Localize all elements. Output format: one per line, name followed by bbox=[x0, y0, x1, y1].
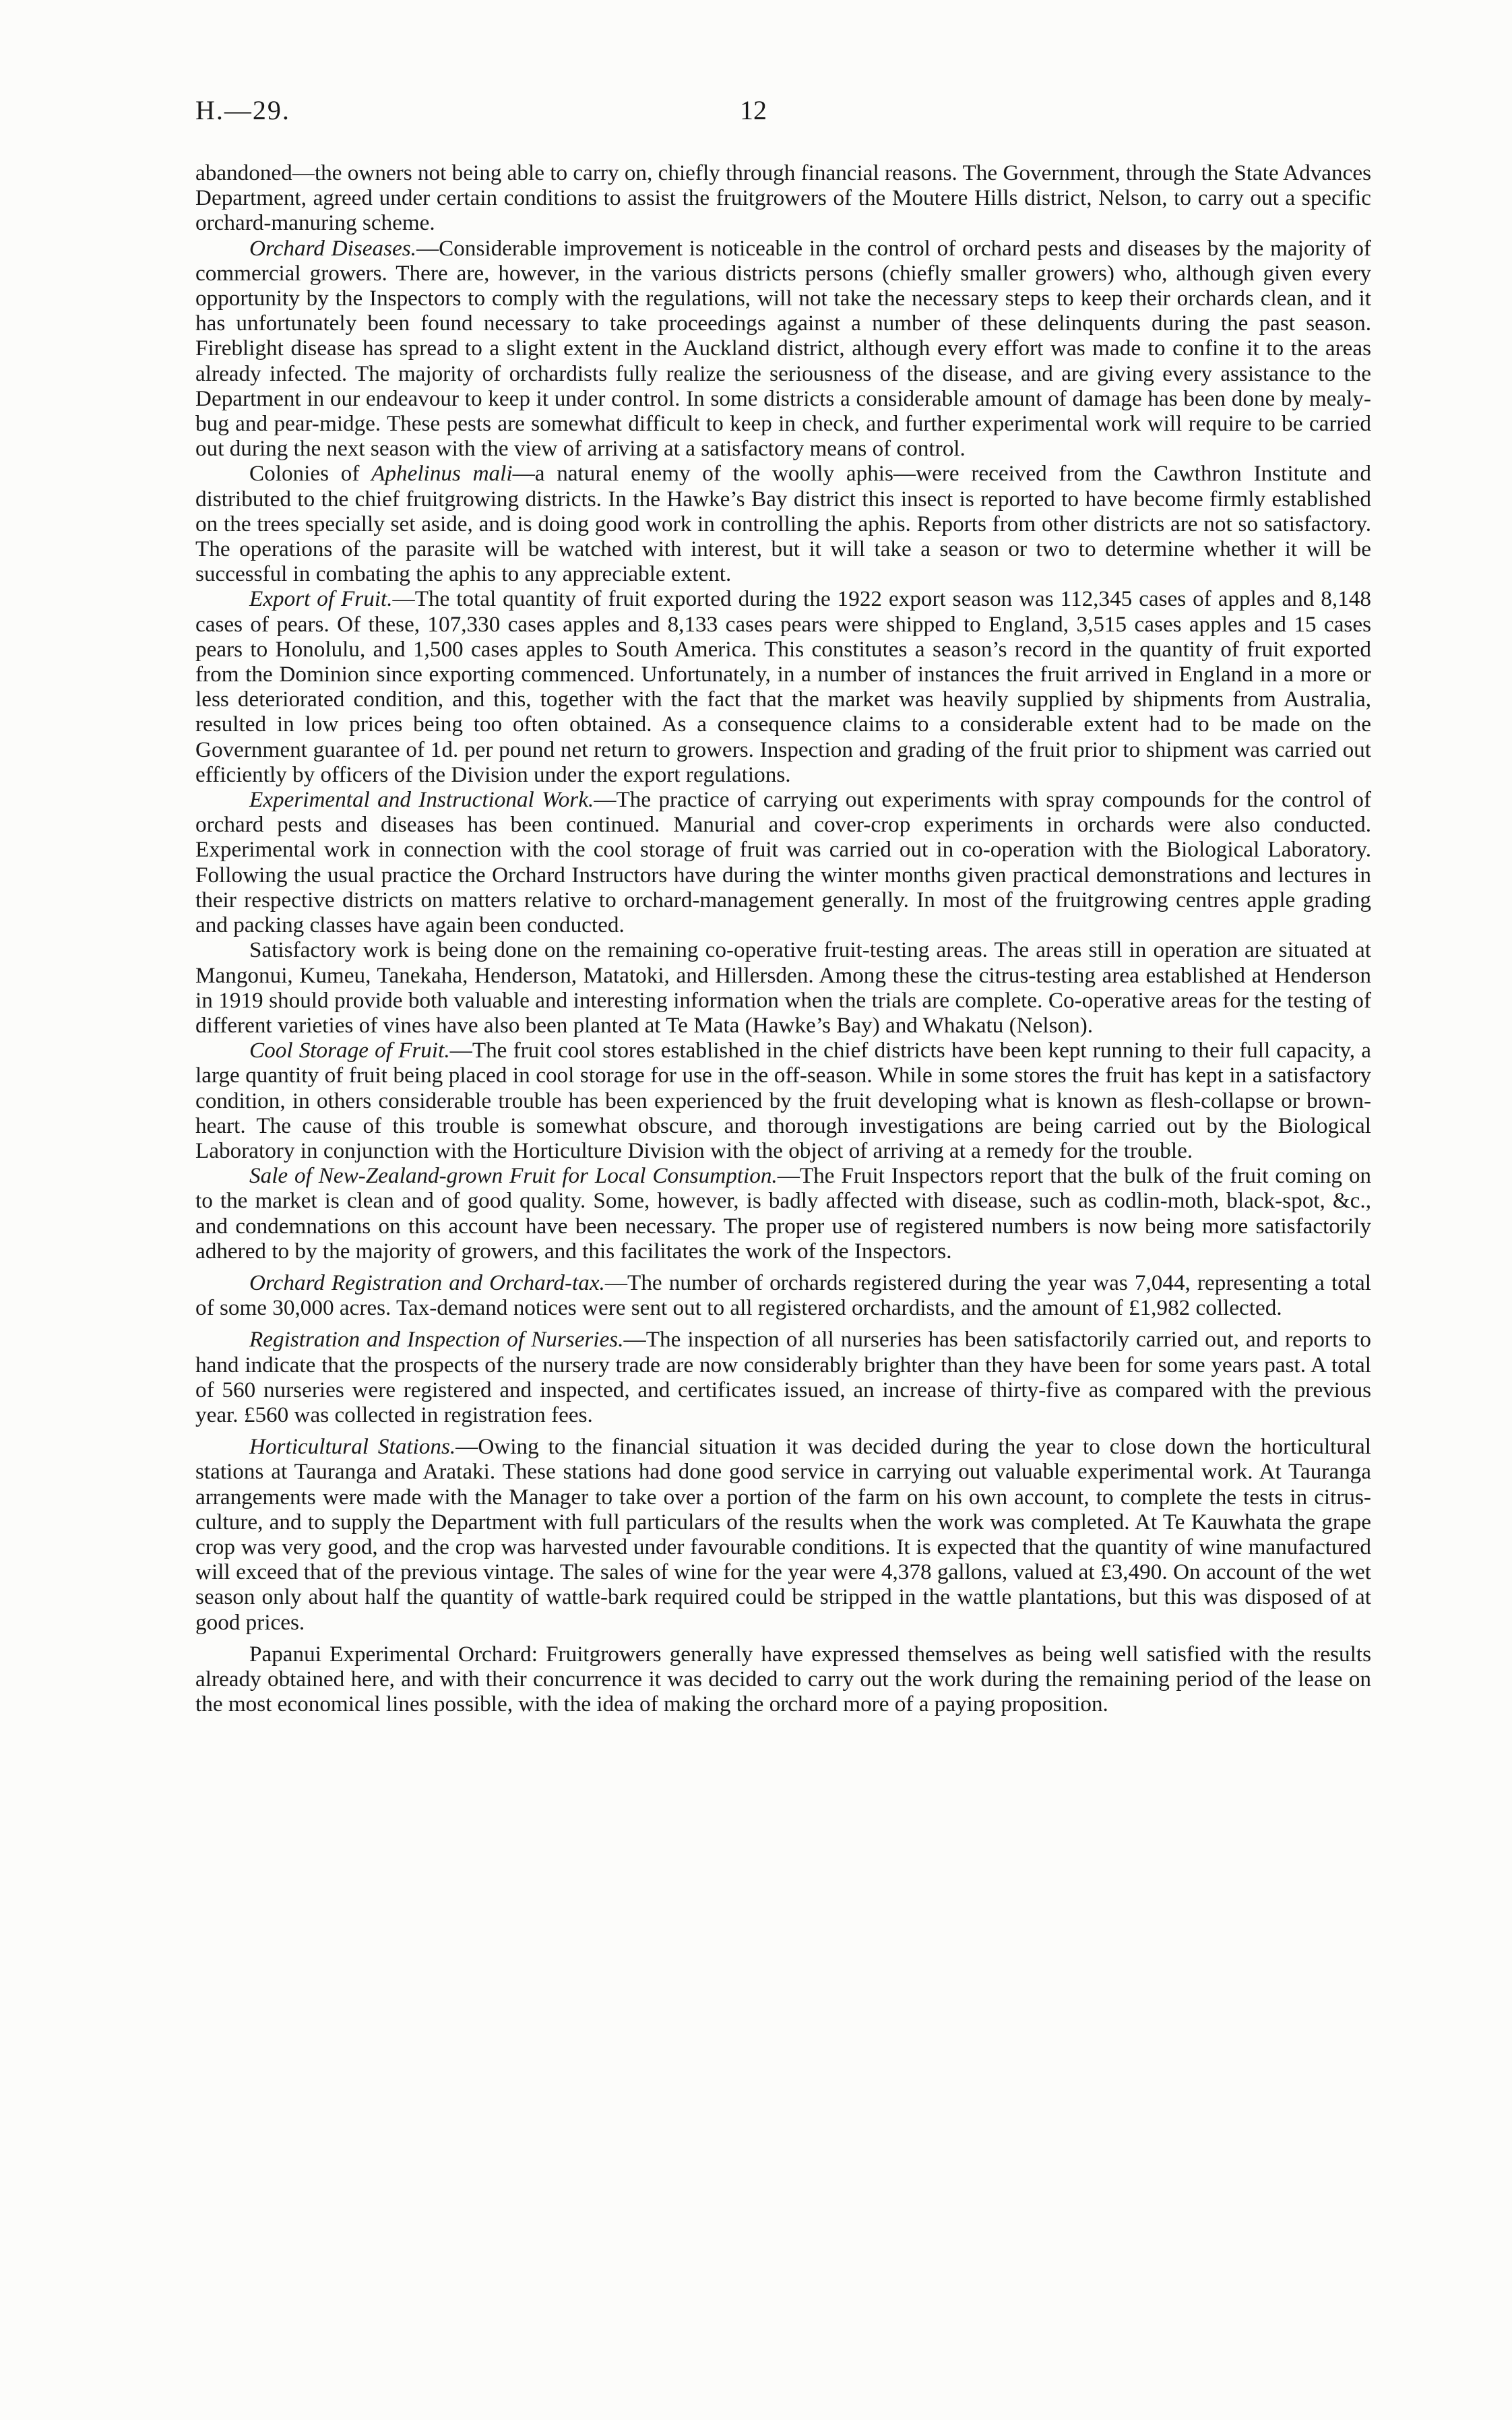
section-heading: Experimental and Instructional Work. bbox=[249, 787, 594, 813]
section-heading: Sale of New-Zealand-grown Fruit for Local Consumption. bbox=[249, 1163, 778, 1189]
page-number: 12 bbox=[740, 95, 767, 125]
paragraph-cool-storage: Cool Storage of Fruit.—The fruit cool stores established in the chief districts have been kept running to their full capacity, a large quantity of fruit being placed in cool storage for use in the off-season. While in some stores the fruit has kept in a satisfactory condition, in others considerable trouble has been experienced by the fruit developing what is known as flesh-collapse or brown-heart. The cause of this trouble is somewhat obscure, and thorough investigations are being carried out by the Biological Laboratory in conjunction with the Horticulture Division with the object of arriving at a remedy for the trouble. bbox=[195, 1038, 1371, 1163]
paragraph-horticultural-stations: Horticultural Stations.—Owing to the financial situation it was decided during the year to close down the horticultural stations at Tauranga and Arataki. These stations had done good service in carrying out valuable experimental work. At Tauranga arrangements were made with the Manager to take over a portion of the farm on his own account, to complete the tests in citrus-culture, and to supply the Department with full particulars of the results when the work was completed. At Te Kauwhata the grape crop was very good, and the crop was harvested under favourable conditions. It is expected that the quantity of wine manufactured will exceed that of the previous vintage. The sales of wine for the year were 4,378 gallons, valued at £3,490. On account of the wet season only about half the quantity of wattle-bark required could be stripped in the wattle plantations, but this was disposed of at good prices. bbox=[195, 1434, 1371, 1635]
report-reference: H.—29. bbox=[195, 95, 290, 125]
section-heading: Export of Fruit. bbox=[249, 586, 393, 612]
section-heading: Cool Storage of Fruit. bbox=[249, 1038, 450, 1063]
paragraph-nurseries: Registration and Inspection of Nurseries.—The inspection of all nurseries has been satisfactorily carried out, and reports to hand indicate that the prospects of the nursery trade are now considerably brighter than they have been for some years past. A total of 560 nurseries were registered and inspected, and certificates issued, an increase of thirty-five as compared with the previous year. £560 was collected in registration fees. bbox=[195, 1327, 1371, 1427]
species-name: Aphelinus mali bbox=[371, 461, 513, 487]
section-heading: Registration and Inspection of Nurseries. bbox=[249, 1327, 624, 1353]
section-heading: Horticultural Stations. bbox=[249, 1434, 456, 1460]
section-heading: Orchard Diseases. bbox=[249, 235, 416, 261]
page-header bbox=[195, 94, 1408, 135]
paragraph-experimental-work: Experimental and Instructional Work.—The practice of carrying out experiments with spray compounds for the control of orchard pests and diseases has been continued. Manurial and cover-crop experiments in orchards were also conducted. Experimental work in connection with the cool storage of fruit was carried out in co-operation with the Biological Laboratory. Following the usual practice the Orchard Instructors have during the winter months given practical demonstrations and lectures in their respective districts on matters relative to orchard-management generally. In most of the fruitgrowing centres apple grading and packing classes have again been conducted. bbox=[195, 787, 1372, 938]
section-heading: Orchard Registration and Orchard-tax. bbox=[249, 1270, 605, 1295]
paragraph-export-of-fruit: Export of Fruit.—The total quantity of fruit exported during the 1922 export season was 112,345 cases of apples and 8,148 cases of pears. Of these, 107,330 cases apples and 8,133 cases pears were shipped to England, 3,515 cases apples and 15 cases pears to Honolulu, and 1,500 cases apples to South America. This constitutes a season’s record in the quantity of fruit exported from the Dominion since exporting commenced. Unfortunately, in a number of instances the fruit arrived in England in a more or less deteriorated condition, and this, together with the fact that the market was heavily supplied by shipments from Australia, resulted in low prices being too often obtained. As a consequence claims to a considerable extent had to be made on the Government guarantee of 1d. per pound net return to growers. Inspection and grading of the fruit prior to shipment was carried out efficiently by officers of the Division under the export regulations. bbox=[195, 586, 1371, 787]
paragraph-local-sale: Sale of New-Zealand-grown Fruit for Local Consumption.—The Fruit Inspectors report that the bulk of the fruit coming on to the market is clean and of good quality. Some, however, is badly affected with disease, such as codlin-moth, black-spot, &c., and condemnations on this account have been necessary. The proper use of registered numbers is now being more satisfactorily adhered to by the majority of growers, and this facilitates the work of the Inspectors. bbox=[195, 1163, 1372, 1264]
paragraph-orchard-registration: Orchard Registration and Orchard-tax.—The number of orchards registered during the year was 7,044, representing a total of some 30,000 acres. Tax-demand notices were sent out to all registered orchardists, and the amount of £1,982 collected. bbox=[195, 1270, 1371, 1321]
paragraph-fruit-testing-areas: Satisfactory work is being done on the remaining co-operative fruit-testing areas. The areas still in operation are situated at Mangonui, Kumeu, Tanekaha, Henderson, Matatoki, and Hillersden. Among these the citrus-testing area established at Henderson in 1919 should provide both valuable and interesting information when the trials are complete. Co-operative areas for the testing of different varieties of vines have also been planted at Te Mata (Hawke’s Bay) and Whakatu (Nelson). bbox=[195, 937, 1371, 1038]
paragraph-aphelinus: Colonies of Aphelinus mali—a natural enemy of the woolly aphis—were received from the Cawthron Institute and distributed to the chief fruitgrowing districts. In the Hawke’s Bay district this insect is reported to have become firmly established on the trees specially set aside, and is doing good work in controlling the aphis. Reports from other districts are not so satisfactory. The operations of the parasite will be watched with interest, but it will take a season or two to determine whether it will be successful in combating the aphis to any appreciable extent. bbox=[195, 461, 1371, 587]
paragraph-orchard-diseases: Orchard Diseases.—Considerable improvement is noticeable in the control of orchard pests and diseases by the majority of commercial growers. There are, however, in the various districts persons (chiefly smaller growers) who, although given every opportunity by the Inspectors to comply with the regulations, will not take the necessary steps to keep their orchards clean, and it has unfortunately been found necessary to take proceedings against a number of these delinquents during the past season. Fireblight disease has spread to a slight extent in the Auckland district, although every effort was made to confine it to the areas already infected. The majority of orchardists fully realize the seriousness of the disease, and are giving every assistance to the Department in our endeavour to keep it under control. In some districts a considerable amount of damage has been done by mealy-bug and pear-midge. These pests are somewhat difficult to keep in check, and further experimental work will require to be carried out during the next season with the view of arriving at a satisfactory means of control. bbox=[195, 235, 1371, 462]
body-text bbox=[195, 160, 1371, 1716]
paragraph-continuation: abandoned—the owners not being able to carry on, chiefly through financial reasons. The Government, through the State Advances Department, agreed under certain conditions to assist the fruitgrowers of the Moutere Hills district, Nelson, to carry out a specific orchard-manuring scheme. bbox=[195, 160, 1371, 236]
paragraph-papanui-orchard: Papanui Experimental Orchard: Fruitgrowers generally have expressed themselves as being well satisfied with the results already obtained here, and with their concurrence it was decided to carry out the work during the remaining period of the lease on the most economical lines possible, with the idea of making the orchard more of a paying proposition. bbox=[195, 1641, 1371, 1717]
